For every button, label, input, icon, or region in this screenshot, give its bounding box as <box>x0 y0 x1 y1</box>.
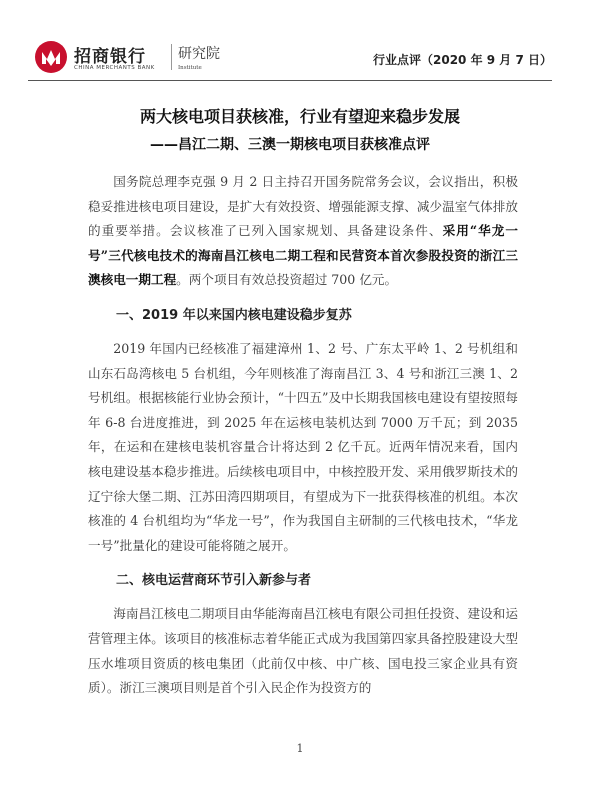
intro-text-2: 。两个项目有效总投资超过 700 亿元。 <box>176 272 398 288</box>
institute-name-en: Institute <box>178 65 202 71</box>
header-divider <box>28 80 552 81</box>
report-type: 行业点评（2020 年 9 月 7 日） <box>373 53 552 67</box>
section-paragraph-2: 海南昌江核电二期项目由华能海南昌江核电有限公司担任投资、建设和运营管理主体。该项目的核准标志着华能正式成为我国第四家具备控股建设大型压水堆项目资质的核电集团（此前仅中核、中广核、国电投三家企业具有资质）。浙江三澳项目则是首个引入民企作为投资方的 <box>88 606 518 696</box>
page-header <box>28 38 552 78</box>
article-body <box>88 170 518 701</box>
page-subtitle: ——昌江二期、三澳一期核电项目获核准点评 <box>150 137 430 153</box>
intro-paragraph <box>88 170 518 293</box>
page-title: 两大核电项目获核准，行业有望迎来稳步发展 <box>139 107 460 126</box>
intro-bold-text: 采用“华龙一号”三代核电技术的海南昌江核电二期工程和民营资本首次参股投资的浙江三澳核电一期工程 <box>88 223 519 288</box>
brand-name-en: CHINA MERCHANTS BANK <box>74 65 155 71</box>
logo-divider <box>171 44 172 70</box>
brand-name: 招商银行 <box>74 47 146 67</box>
institute-name: 研究院 <box>178 46 220 62</box>
section-paragraph-1: 2019 年国内已经核准了福建漳州 1、2 号、广东太平岭 1、2 号机组和山东石岛湾核电 5 台机组，今年则核准了海南昌江 3、4 号和浙江三澳 1、2 号机组。根据核能行业协会预计，“十四五”及中长期我国核电建设有望按照每年 6-8 台进度推进，到 2025 年在运核电装机达到 7000 万千瓦；到 2035 年，在运和在建核电装机容量合计将达到 2 亿千瓦。近两年情况来看，国内核电建设基本稳步推进。后续核电项目中，中核控股开发、采用俄罗斯技术的辽宁徐大堡二期、江苏田湾四期项目，有望成为下一批获得核准的机组。本次核准的 4 台机组均为“华龙一号”，作为我国自主研制的三代核电技术，“华龙一号”批量化的建设可能将随之展开。 <box>88 340 518 553</box>
section-heading-2: 二、核电运营商环节引入新参与者 <box>116 573 312 589</box>
cmb-logo-icon <box>34 40 68 74</box>
page-number: 1 <box>296 742 304 755</box>
intro-text-1: 国务院总理李克强 9 月 2 日主持召开国务院常务会议，会议指出，积极稳妥推进核电项目建设，是扩大有效投资、增强能源支撑、减少温室气体排放的重要举措。会议核准了已列入国家规划、具备建设条件、 <box>88 174 518 239</box>
section-heading-1: 一、2019 年以来国内核电建设稳步复苏 <box>116 307 352 323</box>
